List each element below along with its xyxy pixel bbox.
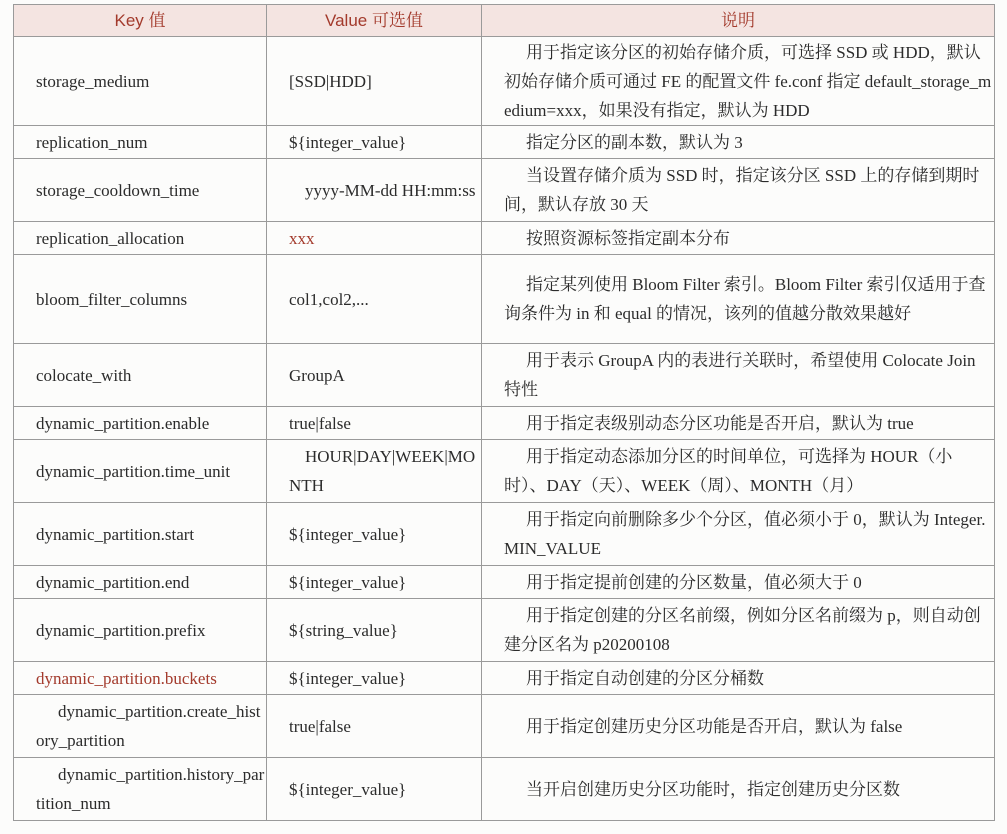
value-cell: true|false bbox=[267, 407, 482, 440]
value-cell: ${integer_value} bbox=[267, 126, 482, 159]
key-cell: dynamic_partition.time_unit bbox=[14, 440, 267, 503]
value-cell: true|false bbox=[267, 695, 482, 758]
key-cell: dynamic_partition.prefix bbox=[14, 599, 267, 662]
description-cell: 用于表示 GroupA 内的表进行关联时，希望使用 Colocate Join 特性 bbox=[482, 344, 995, 407]
value-cell: GroupA bbox=[267, 344, 482, 407]
description-cell: 指定分区的副本数，默认为 3 bbox=[482, 126, 995, 159]
value-cell: ${integer_value} bbox=[267, 566, 482, 599]
table-row bbox=[14, 566, 995, 599]
table-row bbox=[14, 503, 995, 566]
table-row bbox=[14, 662, 995, 695]
description-cell: 指定某列使用 Bloom Filter 索引。Bloom Filter 索引仅适用于查询条件为 in 和 equal 的情况，该列的值越分散效果越好 bbox=[482, 255, 995, 344]
value-cell: ${integer_value} bbox=[267, 503, 482, 566]
table-row bbox=[14, 758, 995, 821]
table-row bbox=[14, 695, 995, 758]
value-cell: ${integer_value} bbox=[267, 662, 482, 695]
key-cell: dynamic_partition.history_partition_num bbox=[14, 758, 267, 821]
description-cell: 用于指定自动创建的分区分桶数 bbox=[482, 662, 995, 695]
key-cell: replication_allocation bbox=[14, 222, 267, 255]
table-row bbox=[14, 599, 995, 662]
description-cell: 当开启创建历史分区功能时，指定创建历史分区数 bbox=[482, 758, 995, 821]
key-cell: bloom_filter_columns bbox=[14, 255, 267, 344]
key-cell: storage_cooldown_time bbox=[14, 159, 267, 222]
description-cell: 按照资源标签指定副本分布 bbox=[482, 222, 995, 255]
key-cell: colocate_with bbox=[14, 344, 267, 407]
key-cell: dynamic_partition.buckets bbox=[14, 662, 267, 695]
value-column-header: Value 可选值 bbox=[267, 5, 482, 37]
description-cell: 用于指定提前创建的分区数量，值必须大于 0 bbox=[482, 566, 995, 599]
table-header-row bbox=[14, 5, 995, 37]
description-cell: 用于指定该分区的初始存储介质，可选择 SSD 或 HDD，默认初始存储介质可通过 FE 的配置文件 fe.conf 指定 default_storage_medium=xxx，如果没有指定，默认为 HDD bbox=[482, 37, 995, 126]
value-cell: [SSD|HDD] bbox=[267, 37, 482, 126]
key-cell: storage_medium bbox=[14, 37, 267, 126]
key-column-header: Key 值 bbox=[14, 5, 267, 37]
key-cell: replication_num bbox=[14, 126, 267, 159]
table-row bbox=[14, 440, 995, 503]
description-cell: 用于指定表级别动态分区功能是否开启，默认为 true bbox=[482, 407, 995, 440]
value-cell: HOUR|DAY|WEEK|MONTH bbox=[267, 440, 482, 503]
value-cell: xxx bbox=[267, 222, 482, 255]
table-row bbox=[14, 344, 995, 407]
key-cell: dynamic_partition.enable bbox=[14, 407, 267, 440]
table-row bbox=[14, 407, 995, 440]
description-cell: 用于指定创建的分区名前缀，例如分区名前缀为 p，则自动创建分区名为 p20200108 bbox=[482, 599, 995, 662]
key-cell: dynamic_partition.create_history_partition bbox=[14, 695, 267, 758]
description-cell: 用于指定动态添加分区的时间单位，可选择为 HOUR（小时）、DAY（天）、WEEK（周）、MONTH（月） bbox=[482, 440, 995, 503]
description-cell: 当设置存储介质为 SSD 时，指定该分区 SSD 上的存储到期时间，默认存放 30 天 bbox=[482, 159, 995, 222]
value-cell: ${integer_value} bbox=[267, 758, 482, 821]
table-row bbox=[14, 126, 995, 159]
properties-table bbox=[13, 4, 995, 821]
key-cell: dynamic_partition.start bbox=[14, 503, 267, 566]
key-cell: dynamic_partition.end bbox=[14, 566, 267, 599]
value-cell: ${string_value} bbox=[267, 599, 482, 662]
table-row bbox=[14, 159, 995, 222]
table-row bbox=[14, 255, 995, 344]
description-cell: 用于指定创建历史分区功能是否开启，默认为 false bbox=[482, 695, 995, 758]
table-row bbox=[14, 37, 995, 126]
table-row bbox=[14, 222, 995, 255]
value-cell: col1,col2,... bbox=[267, 255, 482, 344]
description-cell: 用于指定向前删除多少个分区，值必须小于 0，默认为 Integer.MIN_VALUE bbox=[482, 503, 995, 566]
value-cell: yyyy-MM-dd HH:mm:ss bbox=[267, 159, 482, 222]
description-column-header: 说明 bbox=[482, 5, 995, 37]
